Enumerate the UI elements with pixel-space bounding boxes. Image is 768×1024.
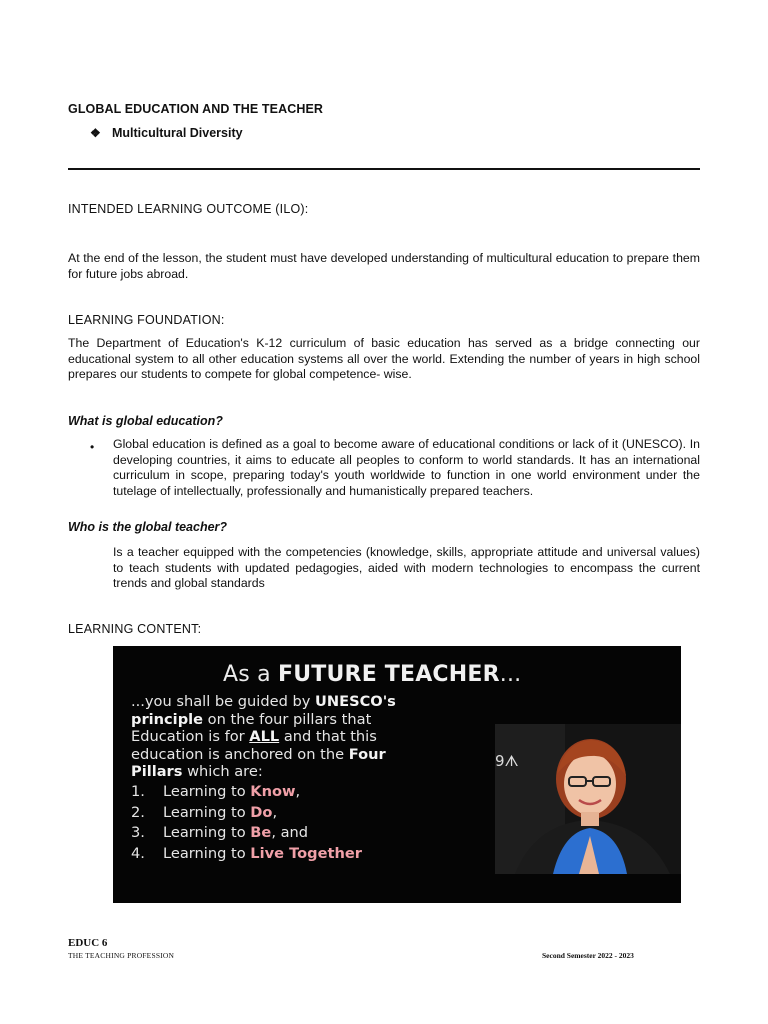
semester-label: Second Semester 2022 - 2023: [542, 951, 634, 960]
global-teacher-question: Who is the global teacher?: [68, 520, 228, 534]
global-education-answer: Global education is defined as a goal to become aware of educational conditions or lack of it (UNESCO). In developing countries, it aims to educate all peoples to conform to world standards. It has an international curriculum in scope, preparing today's youth worldwide to function in one world environment under the tutelage of intellectually, professionally and humanistically prepared teachers.: [113, 437, 700, 498]
slide-title: As a FUTURE TEACHER...: [223, 662, 522, 687]
global-education-question: What is global education?: [68, 414, 223, 428]
horizontal-divider: [68, 168, 700, 170]
diamond-bullet-icon: ❖: [90, 126, 101, 140]
content-heading: LEARNING CONTENT:: [68, 622, 202, 636]
ilo-heading: INTENDED LEARNING OUTCOME (ILO):: [68, 202, 309, 216]
foundation-heading: LEARNING FOUNDATION:: [68, 313, 225, 327]
course-code: EDUC 6: [68, 937, 108, 949]
pillar-item: 2. Learning to Do,: [131, 803, 278, 821]
ilo-text: At the end of the lesson, the student must have developed understanding of multicultural education to prepare them for future jobs abroad.: [68, 251, 700, 281]
pillar-item: 4. Learning to Live Together: [131, 844, 362, 862]
pillar-item: 3. Learning to Be, and: [131, 824, 309, 841]
global-teacher-answer: Is a teacher equipped with the competencies (knowledge, skills, appropriate attitude and universal values) to teach students with updated pedagogies, aided with modern technologies to encompass the current trends and global standards: [113, 545, 700, 590]
pillar-item: 1. Learning to Know,: [131, 783, 301, 800]
teacher-photo: [495, 724, 681, 874]
four-pillars-list: [131, 782, 362, 864]
subtopic-line: [90, 126, 243, 140]
bullet-icon: •: [90, 440, 95, 454]
future-teacher-slide-image: [113, 646, 681, 903]
course-name: THE TEACHING PROFESSION: [68, 951, 175, 960]
foundation-text: The Department of Education's K-12 curriculum of basic education has served as a bridge connecting our educational system to all other education systems all over the world. Extending the number of years in high school prepares our students to compete for global competence- wise.: [68, 336, 700, 381]
slide-intro-text: ...you shall be guided by UNESCO's principle on the four pillars that Education is for ALL and that this education is anchored on the Four Pillars which are:: [131, 693, 396, 780]
document-title: GLOBAL EDUCATION AND THE TEACHER: [68, 102, 324, 116]
chalkboard-scribble: 9ᗑ: [495, 752, 519, 770]
teacher-portrait-icon: [495, 724, 681, 874]
subtopic-label: Multicultural Diversity: [112, 126, 243, 140]
